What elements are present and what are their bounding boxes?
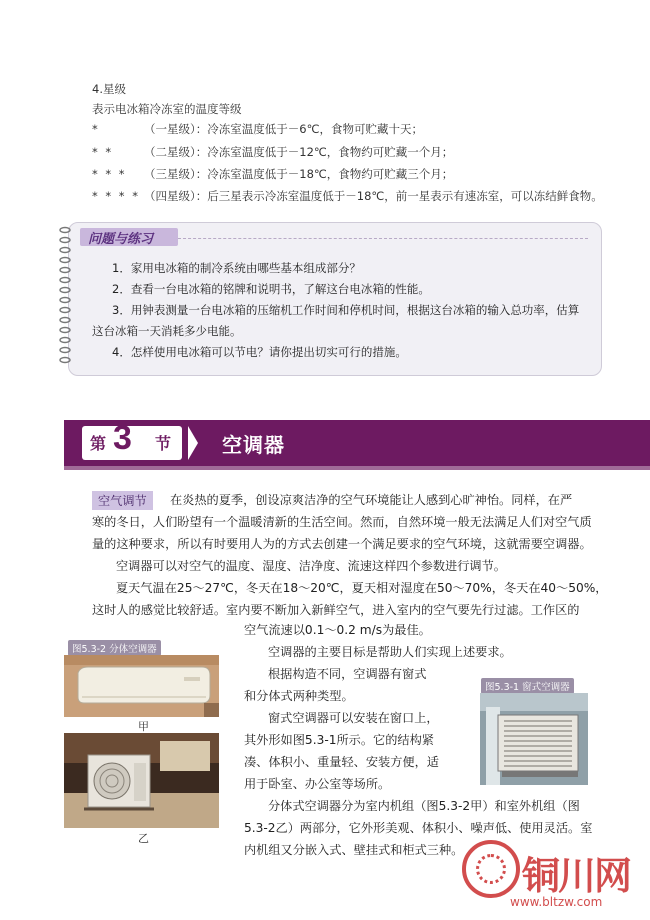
section-label-arrow bbox=[188, 426, 198, 460]
section-title: 空调器 bbox=[222, 433, 285, 457]
exercise-item-1: 1．家用电冰箱的制冷系统由哪些基本组成部分？ bbox=[112, 261, 361, 275]
outdoor-unit-label: 乙 bbox=[138, 832, 149, 845]
indoor-unit-photo bbox=[64, 655, 219, 717]
watermark-text: 铜川网 bbox=[522, 853, 631, 898]
indoor-unit-label: 甲 bbox=[138, 720, 149, 733]
watermark-url: www.bltzw.com bbox=[510, 895, 603, 909]
star-row-1 bbox=[92, 121, 423, 137]
body-line: 夏天气温在25～27℃，冬天在18～20℃，夏天相对湿度在50～70%，冬天在40～50%， bbox=[116, 581, 608, 595]
outdoor-unit-photo bbox=[64, 733, 219, 828]
notebook-spiral-icon bbox=[58, 222, 72, 374]
split-ac-caption: 图5.3-2 分体空调器 bbox=[68, 640, 161, 656]
star-level-heading: 4.星级 bbox=[92, 82, 126, 96]
body-line: 窗式空调器可以安装在窗口上， bbox=[268, 711, 439, 725]
window-ac-photo bbox=[480, 693, 588, 785]
body-line: 和分体式两种类型。 bbox=[244, 689, 354, 703]
body-line: 用于卧室、办公室等场所。 bbox=[244, 777, 391, 791]
star-symbols: * * * bbox=[92, 167, 127, 181]
section-number: 3 bbox=[113, 419, 132, 457]
star-row-2 bbox=[92, 144, 453, 160]
section-banner-shadow bbox=[64, 466, 650, 470]
section-suffix: 节 bbox=[155, 434, 172, 453]
star-symbols: * * bbox=[92, 145, 114, 159]
body-line: 根据构造不同，空调器有窗式 bbox=[268, 667, 427, 681]
body-line: 其外形如图5.3-1所示。它的结构紧 bbox=[244, 733, 434, 747]
star-text: （四星级）：后三星表示冷冻室温度低于－18℃，前一星表示有速冻室，可以冻结鲜食物。 bbox=[144, 189, 603, 203]
body-line: 这时人的感觉比较舒适。室内要不断加入新鲜空气，进入室内的空气要先行过滤。工作区的 bbox=[92, 603, 580, 617]
window-ac-caption: 图5.3-1 窗式空调器 bbox=[481, 678, 574, 694]
exercise-item-3: 3．用钟表测量一台电冰箱的压缩机工作时间和停机时间，根据这台冰箱的输入总功率，估算 bbox=[112, 303, 580, 317]
exercise-item-3-cont: 这台冰箱一天消耗多少电能。 bbox=[92, 324, 242, 338]
body-line: 5.3-2乙）两部分，它外形美观、体积小、噪声低、使用灵活。室 bbox=[244, 821, 593, 835]
body-line: 内机组又分嵌入式、壁挂式和柜式三种。 bbox=[244, 843, 464, 857]
exercise-item-2: 2．查看一台电冰箱的铭牌和说明书，了解这台电冰箱的性能。 bbox=[112, 282, 430, 296]
star-text: （二星级）：冷冻室温度低于－12℃，食物约可贮藏一个月； bbox=[144, 145, 454, 159]
body-line: 在炎热的夏季，创设凉爽洁净的空气环境能让人感到心旷神怡。同样，在严 bbox=[170, 493, 573, 507]
body-line: 寒的冬日，人们盼望有一个温暖清新的生活空间。然而，自然环境一般无法满足人们对空气质 bbox=[92, 515, 592, 529]
body-line: 分体式空调器分为室内机组（图5.3-2甲）和室外机组（图 bbox=[268, 799, 580, 813]
star-symbols: * * * * bbox=[92, 189, 140, 203]
star-text: （一星级）：冷冻室温度低于－6℃，食物可贮藏十天； bbox=[144, 122, 423, 136]
heading-divider bbox=[178, 238, 588, 240]
exercise-item-4: 4．怎样使用电冰箱可以节电？请你提出切实可行的措施。 bbox=[112, 345, 407, 359]
star-text: （三星级）：冷冻室温度低于－18℃，食物约可贮藏三个月； bbox=[144, 167, 454, 181]
star-symbols: * bbox=[92, 122, 100, 136]
star-row-3 bbox=[92, 166, 453, 182]
body-line: 空气流速以0.1～0.2 m/s为最佳。 bbox=[244, 623, 431, 637]
topic-tag: 空气调节 bbox=[92, 491, 153, 510]
body-line: 凑、体积小、重量轻、安装方便，适 bbox=[244, 755, 439, 769]
section-prefix: 第 bbox=[90, 434, 107, 453]
star-level-description: 表示电冰箱冷冻室的温度等级 bbox=[92, 102, 242, 116]
body-line: 空调器可以对空气的温度、湿度、洁净度、流速这样四个参数进行调节。 bbox=[116, 559, 506, 573]
body-line: 量的这种要求，所以有时要用人为的方式去创建一个满足要求的空气环境，这就需要空调器。 bbox=[92, 537, 592, 551]
star-row-4 bbox=[92, 188, 603, 204]
body-line: 空调器的主要目标是帮助人们实现上述要求。 bbox=[268, 645, 512, 659]
exercise-heading: 问题与练习 bbox=[88, 232, 154, 247]
watermark-seal-inner bbox=[476, 854, 506, 884]
